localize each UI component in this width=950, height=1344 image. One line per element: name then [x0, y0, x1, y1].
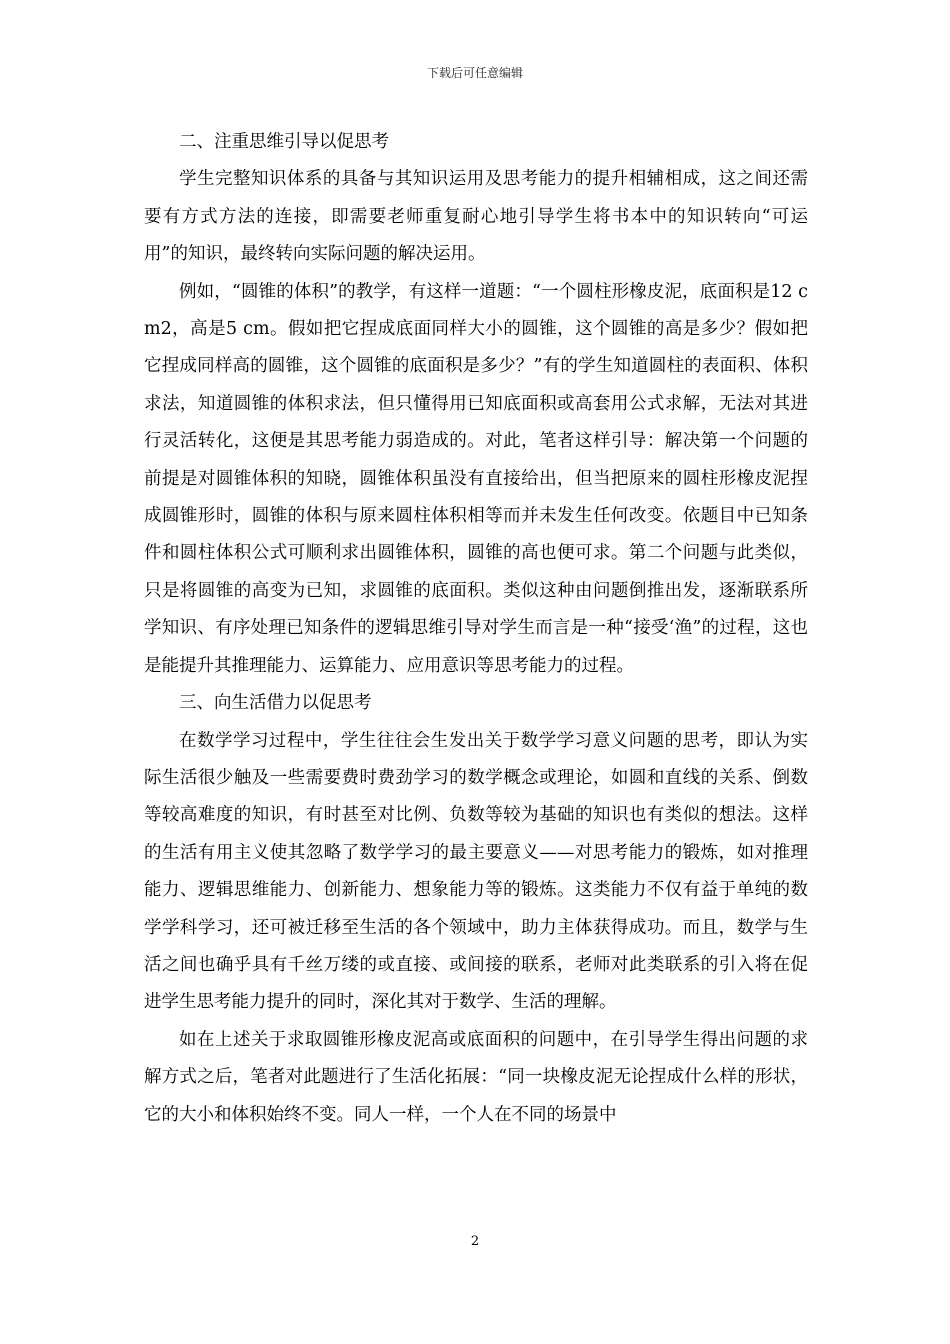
paragraph: 在数学学习过程中，学生往往会生发出关于数学学习意义问题的思考，即认为实际生活很少触及一些需要费时费劲学习的数学概念或理论，如圆和直线的关系、倒数等较高难度的知识，有时甚至对比例、负数等较为基础的知识也有类似的想法。这样的生活有用主义使其忽略了数学学习的最主要意义——对思考能力的锻炼，如对推理能力、逻辑思维能力、创新能力、想象能力等的锻炼。这类能力不仅有益于单纯的数学学科学习，还可被迁移至生活的各个领域中，助力主体获得成功。而且，数学与生活之间也确乎具有千丝万缕的或直接、或间接的联系，老师对此类联系的引入将在促进学生思考能力提升的同时，深化其对于数学、生活的理解。: [144, 730, 808, 1013]
paragraph: 例如，“圆锥的体积”的教学，有这样一道题：“一个圆柱形橡皮泥，底面积是12 cm2，高是5 cm。假如把它捏成底面同样大小的圆锥，这个圆锥的高是多少？假如把它捏成同样高的圆锥，这个圆锥的底面积是多少？”有的学生知道圆柱的表面积、体积求法，知道圆锥的体积求法，但只懂得用已知底面积或高套用公式求解，无法对其进行灵活转化，这便是其思考能力弱造成的。对此，笔者这样引导：解决第一个问题的前提是对圆锥体积的知晓，圆锥体积虽没有直接给出，但当把原来的圆柱形橡皮泥捏成圆锥形时，圆锥的体积与原来圆柱体积相等而并未发生任何改变。依题目中已知条件和圆柱体积公式可顺利求出圆锥体积，圆锥的高也便可求。第二个问题与此类似，只是将圆锥的高变为已知，求圆锥的底面积。类似这种由问题倒推出发，逐渐联系所学知识、有序处理已知条件的逻辑思维引导对学生而言是一种“接受‘渔”的过程，这也是能提升其推理能力、运算能力、应用意识等思考能力的过程。: [144, 281, 808, 676]
paragraph: 学生完整知识体系的具备与其知识运用及思考能力的提升相辅相成，这之间还需要有方式方法的连接，即需要老师重复耐心地引导学生将书本中的知识转向“可运用”的知识，最终转向实际问题的解决运用。: [144, 169, 808, 265]
document-body: [144, 124, 808, 1134]
section-heading-2: 二、注重思维引导以促思考: [179, 132, 389, 152]
page-header: 下载后可任意编辑: [426, 66, 523, 80]
page-number: 2: [470, 1234, 480, 1249]
paragraph: 如在上述关于求取圆锥形橡皮泥高或底面积的问题中，在引导学生得出问题的求解方式之后，笔者对此题进行了生活化拓展：“同一块橡皮泥无论捏成什么样的形状，它的大小和体积始终不变。同人一样，一个人在不同的场景中: [144, 1029, 808, 1125]
section-heading-3: 三、向生活借力以促思考: [179, 693, 372, 714]
